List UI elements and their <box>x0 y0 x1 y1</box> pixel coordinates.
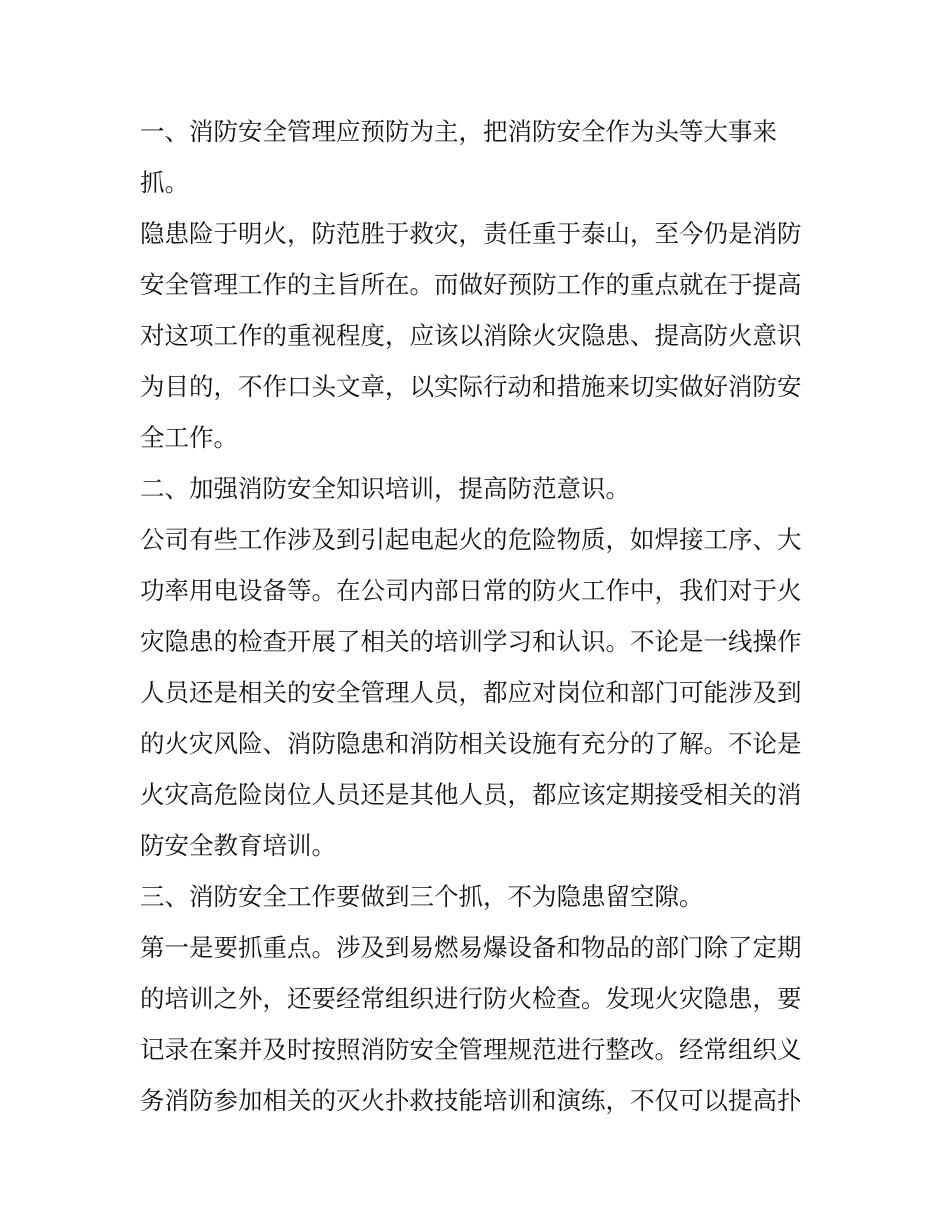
paragraph-2-line-2: 功率用电设备等。在公司内部日常的防火工作中，我们对于火 <box>140 576 802 605</box>
paragraph-1-line-2: 安全管理工作的主旨所在。而做好预防工作的重点就在于提高 <box>140 270 802 299</box>
paragraph-2-line-1: 公司有些工作涉及到引起电起火的危险物质，如焊接工序、大 <box>140 525 802 554</box>
paragraph-2-line-3: 灾隐患的检查开展了相关的培训学习和认识。不论是一线操作 <box>140 627 802 656</box>
paragraph-1-line-1: 隐患险于明火，防范胜于救灾，责任重于泰山，至今仍是消防 <box>140 219 802 248</box>
heading-1-line-1: 一、消防安全管理应预防为主，把消防安全作为头等大事来 <box>140 117 777 146</box>
heading-2: 二、加强消防安全知识培训，提高防范意识。 <box>140 474 630 503</box>
paragraph-3-line-2: 的培训之外，还要经常组织进行防火检查。发现火灾隐患，要 <box>140 984 802 1013</box>
document-body <box>140 106 812 1126</box>
paragraph-3-line-3: 记录在案并及时按照消防安全管理规范进行整改。经常组织义 <box>140 1035 802 1064</box>
heading-3: 三、消防安全工作要做到三个抓，不为隐患留空隙。 <box>140 882 704 911</box>
paragraph-2-line-6: 火灾高危险岗位人员还是其他人员，都应该定期接受相关的消 <box>140 780 802 809</box>
paragraph-2-line-5: 的火灾风险、消防隐患和消防相关设施有充分的了解。不论是 <box>140 729 802 758</box>
paragraph-3-line-1: 第一是要抓重点。涉及到易燃易爆设备和物品的部门除了定期 <box>140 933 802 962</box>
paragraph-1-line-4: 为目的，不作口头文章，以实际行动和措施来切实做好消防安 <box>140 372 802 401</box>
paragraph-2-line-7: 防安全教育培训。 <box>140 831 336 860</box>
heading-1-line-2: 抓。 <box>140 168 189 197</box>
paragraph-1-line-5: 全工作。 <box>140 423 238 452</box>
paragraph-1-line-3: 对这项工作的重视程度，应该以消除火灾隐患、提高防火意识 <box>140 321 802 350</box>
paragraph-2-line-4: 人员还是相关的安全管理人员，都应对岗位和部门可能涉及到 <box>140 678 802 707</box>
paragraph-3-line-4: 务消防参加相关的灭火扑救技能培训和演练，不仅可以提高扑 <box>140 1086 802 1115</box>
